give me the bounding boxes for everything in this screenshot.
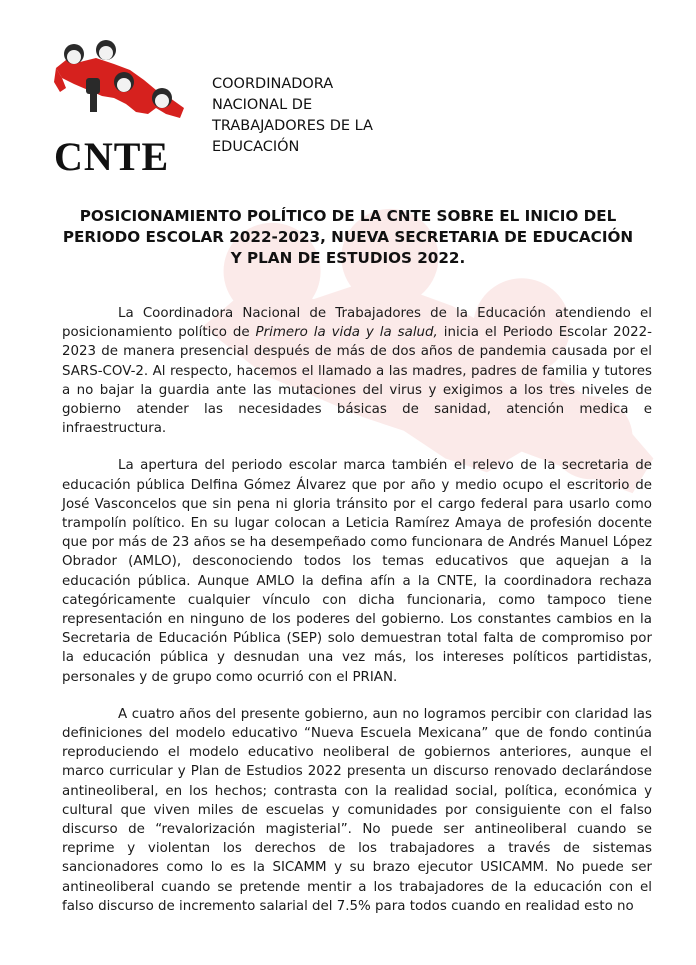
document-title: POSICIONAMIENTO POLÍTICO DE LA CNTE SOBRE EL INICIO DEL PERIODO ESCOLAR 2022-2023, NUEVA SECRETARIA DE EDUCACIÓN Y PLAN DE ESTUDIOS 2022. — [62, 207, 634, 267]
cnte-logo — [52, 38, 202, 179]
document-body — [62, 304, 652, 916]
cnte-logo-icon — [52, 38, 202, 138]
logo-wordmark: CNTE — [54, 134, 170, 179]
org-line: TRABAJADORES DE LA — [212, 118, 373, 134]
org-line: COORDINADORA — [212, 76, 334, 92]
org-line: NACIONAL DE — [212, 97, 313, 113]
paragraph-2: La apertura del periodo escolar marca también el relevo de la secretaria de educación pública Delfina Gómez Álvarez que por año y medio ocupo el escritorio de José Vasconcelos que sin pena ni gloria tránsito por el cargo federal para usarlo como trampolín político. En su lugar colocan a Leticia Ramírez Amaya de profesión docente que por más de 23 años se ha desempeñado como funcionara de Andrés Manuel López Obrador (AMLO), desconociendo todos los temas educativos que aquejan a la educación pública. Aunque AMLO la defina afín a la CNTE, la coordinadora rechaza categóricamente cualquier vínculo con dicha funcionaria, como tampoco tiene representación en ninguno de los poderes del gobierno. Los constantes cambios en la Secretaria de Educación Pública (SEP) solo demuestran total falta de compromiso por la educación pública y desnudan una vez más, los intereses políticos partidistas, personales y de grupo como ocurrió con el PRIAN. — [62, 458, 652, 685]
paragraph-1-emphasis: Primero la vida y la salud, — [255, 325, 438, 341]
paragraph-1-part-b: inicia el Periodo Escolar 2022-2023 de manera presencial después de más de dos años de pandemia causada por el SARS-COV-2. Al respecto, hacemos el llamado a las madres, padres de familia y tutores a no bajar la guardia ante las mutaciones del virus y exigimos a los tres niveles de gobierno atender las necesidades básicas de sanidad, atención medica e infraestructura. — [62, 325, 652, 437]
organization-name — [212, 74, 373, 158]
paragraph-1 — [62, 304, 652, 438]
paragraph-1-part-a: La Coordinadora Nacional de Trabajadores de la Educación atendiendo el posicionamiento político de — [62, 306, 652, 341]
org-line: EDUCACIÓN — [212, 139, 300, 155]
paragraph-3: A cuatro años del presente gobierno, aun no logramos percibir con claridad las definiciones del modelo educativo “Nueva Escuela Mexicana” que de fondo continúa reproduciendo el modelo educativo neoliberal de gobiernos anteriores, aunque el marco curricular y Plan de Estudios 2022 presenta un discurso renovado declarándose antineoliberal, en los hechos; contrasta con la realidad social, política, económica y cultural que viven miles de escuelas y comunidades por consiguiente con el falso discurso de “revalorización magisterial”. No puede ser antineoliberal cuando se reprime y violentan los derechos de los trabajadores a través de sistemas sancionadores como lo es la SICAMM y su brazo ejecutor USICAMM. No puede ser antineoliberal cuando se pretende mentir a los trabajadores de la educación con el falso discurso de incremento salarial del 7.5% para todos cuando en realidad esto no — [62, 706, 652, 914]
document-header — [52, 38, 652, 179]
